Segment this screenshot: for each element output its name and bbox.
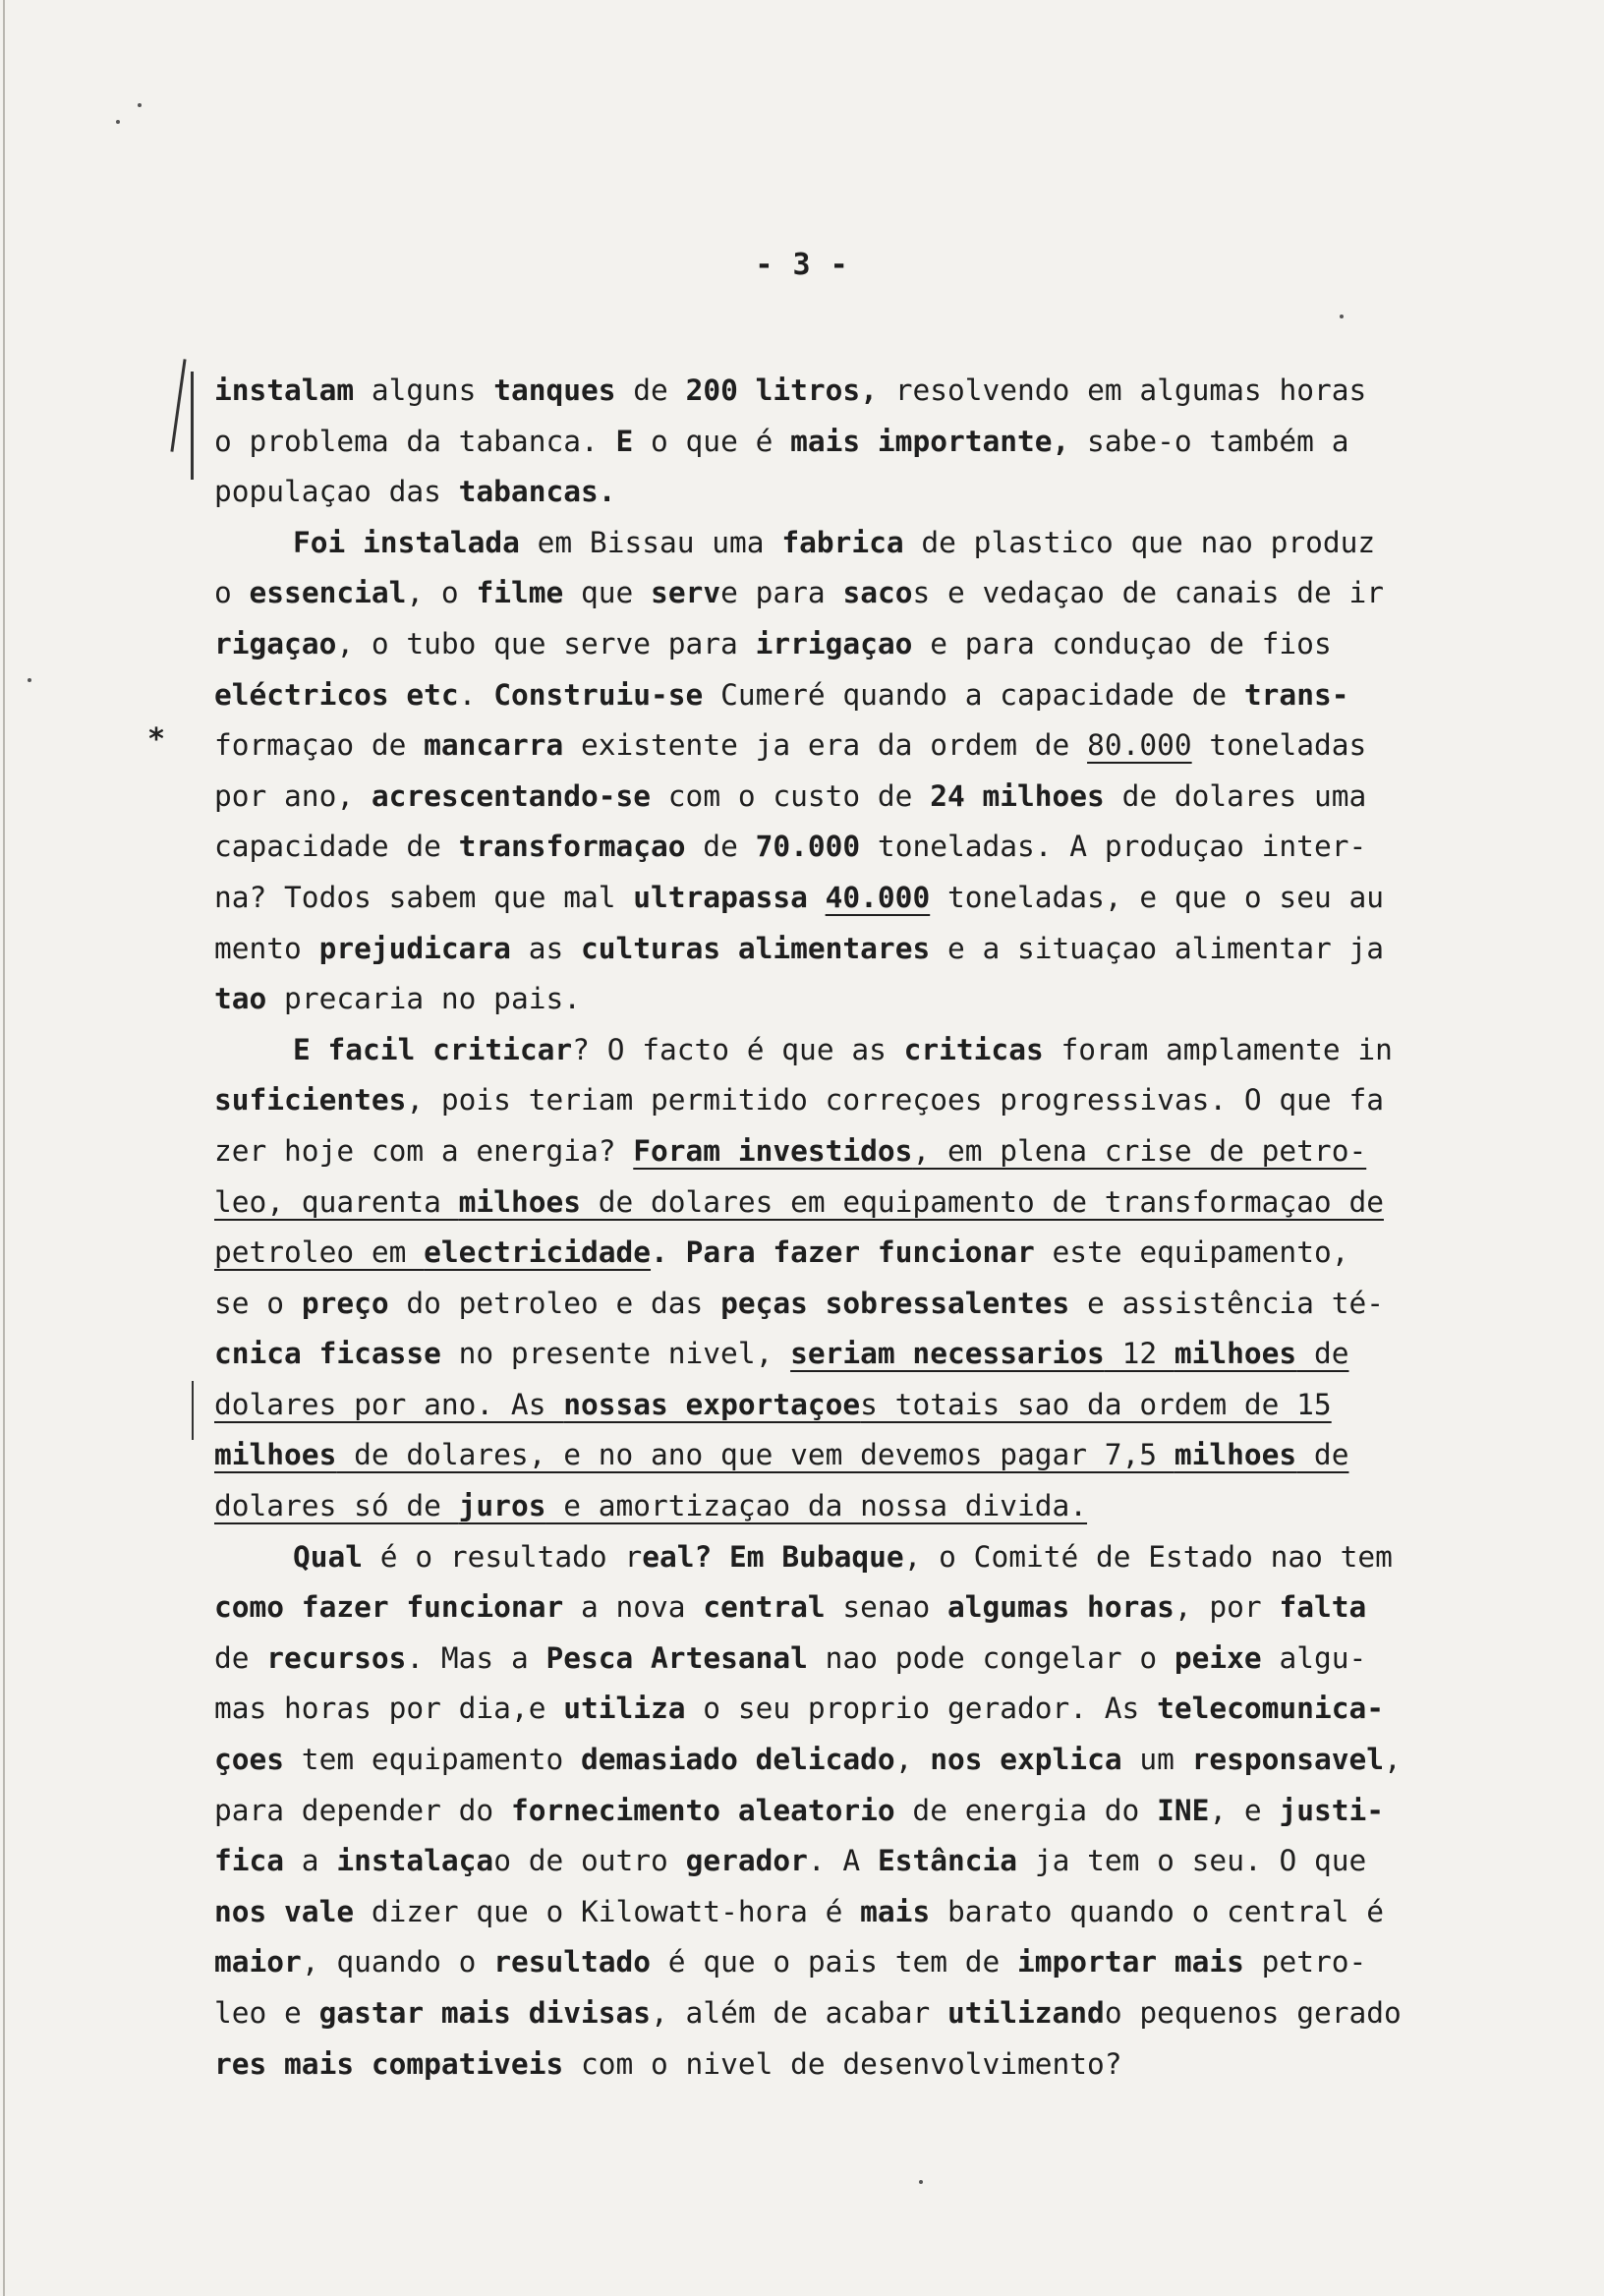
text-run: de: [615, 373, 686, 407]
text-run: um: [1121, 1743, 1192, 1777]
text-run: é o resultado r: [363, 1539, 643, 1574]
text-run: .: [651, 1235, 668, 1270]
text-line: [214, 1481, 1531, 1532]
text-line: [214, 1735, 1531, 1786]
text-run: toneladas: [1191, 728, 1367, 763]
text-run: de: [1296, 1337, 1349, 1371]
text-line: [214, 1836, 1531, 1887]
text-run: E: [615, 424, 634, 458]
text-run: no presente nivel,: [440, 1337, 791, 1371]
margin-bar-left: [170, 359, 186, 451]
body-text: [214, 366, 1531, 2090]
text-run: , além de acabar: [651, 1996, 947, 2030]
text-run: com o nivel de desenvolvimento?: [563, 2046, 1122, 2081]
text-run: irrigaçao: [755, 626, 913, 660]
text-run: acrescentando-se: [371, 778, 652, 813]
text-run: o problema da tabanca.: [214, 424, 616, 458]
text-line: [214, 619, 1531, 670]
text-run: demasiado delicado: [580, 1743, 895, 1777]
text-run: suficientes: [214, 1083, 407, 1118]
text-run: o de outro: [493, 1844, 686, 1878]
text-run: o: [214, 576, 250, 610]
text-run: de dolares uma: [1104, 778, 1367, 813]
scan-speck: [28, 678, 31, 682]
text-run: em Bissau uma: [519, 525, 782, 559]
text-run: do petroleo e das: [388, 1286, 721, 1320]
text-run: fabrica: [781, 525, 904, 559]
text-line: [214, 1582, 1531, 1634]
text-line: [214, 670, 1531, 721]
text-run: toneladas. A produçao inter-: [860, 830, 1367, 864]
text-line: [214, 1887, 1531, 1938]
text-run: dizer que o Kilowatt-hora é: [354, 1894, 861, 1928]
text-run: mento: [214, 931, 319, 965]
text-line: [214, 1177, 1531, 1229]
text-line: [214, 518, 1531, 569]
text-run: algu-: [1261, 1640, 1367, 1675]
margin-asterisk: *: [147, 722, 166, 757]
text-run: Para fazer funcionar: [685, 1235, 1035, 1270]
text-run: responsavel: [1191, 1743, 1385, 1777]
text-run: de dolares em equipamento de transformaçao de: [580, 1184, 1384, 1219]
text-run: . A: [807, 1844, 861, 1878]
text-run: preço: [301, 1286, 389, 1320]
text-run: este equipamento,: [1034, 1235, 1349, 1270]
text-run: milhoes: [1174, 1438, 1297, 1472]
text-line: [214, 1025, 1531, 1076]
text-line: [214, 1532, 1531, 1583]
text-run: barato quando o central é: [930, 1894, 1384, 1928]
text-line: [214, 467, 1531, 518]
text-run: , quando o: [301, 1945, 494, 1980]
text-run: peixe: [1174, 1640, 1262, 1675]
text-run: utilizand: [946, 1996, 1105, 2030]
text-run: dolares por ano. As: [214, 1387, 564, 1421]
text-run: alguns: [354, 373, 494, 407]
text-run: 12: [1104, 1337, 1174, 1371]
text-run: a nova: [563, 1590, 704, 1625]
text-run: e para conduçao de fios: [912, 626, 1332, 660]
text-run: resolvendo em algumas horas: [894, 373, 1367, 407]
text-run: e a situaçao alimentar ja: [930, 931, 1384, 965]
text-run: capacidade de: [214, 830, 459, 864]
text-run: utiliza: [563, 1692, 686, 1726]
text-run: o que é: [633, 424, 773, 458]
text-line: [214, 1329, 1531, 1380]
scan-speck: [138, 103, 142, 107]
text-run: E facil criticar: [293, 1032, 573, 1066]
text-run: , o: [406, 576, 477, 610]
text-run: justi-: [1279, 1793, 1385, 1827]
text-run: peças sobressalentes: [720, 1286, 1070, 1320]
text-run: , o Comité de Estado nao tem: [903, 1539, 1393, 1574]
text-run: Foi instalada: [293, 525, 520, 559]
text-run: para depender do: [214, 1793, 511, 1827]
text-run: [712, 1540, 729, 1574]
text-run: Foram investidos: [633, 1133, 913, 1168]
text-run: central: [703, 1590, 826, 1625]
text-line: [214, 1126, 1531, 1177]
text-run: falta: [1279, 1590, 1367, 1625]
text-line: [214, 1937, 1531, 1988]
text-run: o pequenos gerado: [1104, 1996, 1402, 2030]
text-run: Estância: [860, 1844, 1018, 1878]
text-run: mais importante,: [773, 424, 1070, 458]
text-run: ,: [1384, 1743, 1402, 1777]
margin-bar-lower: [192, 1381, 194, 1440]
text-line: [214, 366, 1531, 417]
text-run: prejudicara: [318, 931, 511, 965]
text-run: milhoes: [1174, 1337, 1297, 1371]
text-run: tanques: [493, 373, 616, 407]
text-run: criticas: [903, 1032, 1044, 1066]
text-run: trans-: [1243, 677, 1349, 712]
text-run: a: [284, 1844, 337, 1878]
text-line: [214, 2039, 1531, 2091]
text-run: Construiu-se: [493, 677, 704, 712]
text-run: de energia do: [894, 1793, 1158, 1827]
text-run: serv: [633, 576, 721, 610]
text-run: ,: [894, 1743, 931, 1777]
text-run: telecomunica-: [1157, 1692, 1384, 1726]
text-run: gerador: [685, 1844, 808, 1878]
text-line: [214, 1988, 1531, 2039]
text-run: toneladas, e que o seu au: [930, 880, 1384, 914]
text-run: senao: [825, 1590, 947, 1625]
text-line: [214, 924, 1531, 975]
text-run: milhoes: [214, 1438, 337, 1472]
text-run: tabancas.: [440, 475, 616, 509]
text-run: culturas alimentares: [581, 931, 931, 965]
text-run: algumas horas: [946, 1590, 1174, 1625]
text-run: de: [1296, 1438, 1349, 1472]
text-line: [214, 720, 1531, 772]
text-run: de plastico que nao produz: [903, 525, 1376, 559]
text-run: com o custo de: [651, 778, 931, 813]
text-run: nos vale: [214, 1894, 355, 1928]
text-line: [214, 417, 1531, 468]
text-run: sabe-o também a: [1069, 424, 1349, 458]
text-run: instalaça: [336, 1844, 494, 1878]
text-run: foram amplamente in: [1043, 1032, 1393, 1066]
text-line: [214, 1075, 1531, 1126]
text-run: tao: [214, 982, 267, 1016]
text-run: maior: [214, 1945, 302, 1980]
text-run: INE: [1157, 1793, 1210, 1827]
text-line: [214, 1684, 1531, 1735]
text-run: çoes: [214, 1743, 285, 1777]
text-run: zer hoje com a energia?: [214, 1133, 634, 1168]
text-run: Cumeré quando a capacidade de: [703, 677, 1244, 712]
text-run: mancarra: [424, 728, 564, 763]
text-run: nos explica: [930, 1743, 1122, 1777]
text-run: essencial: [249, 576, 407, 610]
text-run: importar mais: [1000, 1945, 1244, 1980]
page-number: - 3 -: [755, 248, 849, 282]
text-run: de dolares, e no ano que vem devemos pagar 7,5: [336, 1438, 1174, 1472]
text-run: 70.000: [755, 830, 861, 864]
text-run: como fazer funcionar: [214, 1590, 564, 1625]
text-line: [214, 1634, 1531, 1685]
text-run: transformaçao: [458, 830, 686, 864]
text-line: [214, 1430, 1531, 1481]
text-run: dolares só de: [214, 1489, 459, 1523]
text-run: resultado: [493, 1945, 652, 1980]
text-run: nao pode congelar o: [807, 1640, 1174, 1675]
margin-bar-right: [191, 372, 194, 480]
text-run: [738, 373, 756, 407]
text-run: mais: [860, 1894, 931, 1928]
text-run: 40.000: [825, 880, 931, 914]
text-run: leo, quarenta: [214, 1184, 459, 1219]
text-run: mas horas por dia,e: [214, 1692, 564, 1726]
text-line: [214, 1786, 1531, 1837]
text-run: de: [685, 830, 756, 864]
scan-speck: [919, 2180, 923, 2184]
text-run: por ano,: [214, 778, 372, 813]
text-line: [214, 822, 1531, 873]
text-run: saco: [825, 576, 913, 610]
text-line: [214, 1228, 1531, 1279]
scan-speck: [1340, 315, 1344, 318]
text-run: fica: [214, 1844, 285, 1878]
text-run: rigaçao: [214, 626, 337, 660]
text-run: Qual: [293, 1539, 364, 1574]
text-run: res mais compativeis: [214, 2046, 564, 2081]
text-run: [668, 1235, 686, 1269]
text-run: populaçao das: [214, 475, 441, 509]
text-run: fornecimento aleatorio: [510, 1793, 895, 1827]
text-run: , o tubo que serve para: [336, 626, 756, 660]
text-run: s e vedaçao de canais de ir: [912, 576, 1385, 610]
text-line: [214, 772, 1531, 823]
text-run: petroleo em: [214, 1235, 425, 1270]
text-run: recursos: [266, 1640, 407, 1675]
text-run: na? Todos sabem que mal: [214, 880, 634, 914]
scan-speck: [116, 120, 120, 124]
text-run: milhoes: [458, 1184, 581, 1219]
text-line: [214, 1279, 1531, 1330]
text-run: seriam necessarios: [790, 1337, 1105, 1371]
text-run: juros: [458, 1489, 546, 1523]
text-run: ultrapassa: [633, 880, 826, 914]
text-run: existente ja era da ordem de: [563, 728, 1088, 763]
text-run: ja tem o seu. O que: [1017, 1844, 1367, 1878]
text-run: , por: [1174, 1590, 1280, 1625]
text-run: , pois teriam permitido correçoes progressivas. O que fa: [406, 1083, 1384, 1118]
text-run: litros,: [755, 373, 895, 407]
text-run: e amortizaçao da nossa divida.: [545, 1489, 1088, 1523]
text-run: tem equipamento: [284, 1743, 581, 1777]
text-run: que: [563, 576, 634, 610]
text-run: e assistência té-: [1069, 1286, 1384, 1320]
text-run: é que o pais tem de: [651, 1945, 1001, 1980]
text-run: 200: [685, 373, 738, 407]
text-line: [214, 873, 1531, 924]
text-run: eal?: [642, 1539, 713, 1574]
text-run: formaçao de: [214, 728, 425, 763]
text-run: petro-: [1243, 1945, 1367, 1980]
text-run: filme: [476, 576, 564, 610]
text-run: cnica ficasse: [214, 1337, 441, 1371]
text-run: as: [510, 931, 581, 965]
text-run: leo e: [214, 1996, 319, 2030]
text-run: o seu proprio gerador. As: [685, 1692, 1158, 1726]
text-line: [214, 568, 1531, 619]
text-run: 24 milhoes: [930, 778, 1105, 813]
text-run: gastar mais divisas: [318, 1996, 652, 2030]
text-run: s totais sao da ordem de 15: [860, 1387, 1332, 1421]
text-run: 80.000: [1087, 728, 1192, 763]
text-run: e para: [720, 576, 826, 610]
text-run: se o: [214, 1286, 302, 1320]
text-run: , em plena crise de petro-: [912, 1133, 1367, 1168]
page-edge-shadow: [3, 0, 5, 2296]
text-run: de: [214, 1640, 267, 1675]
text-run: electricidade: [424, 1235, 652, 1270]
text-line: [214, 974, 1531, 1025]
text-run: precaria no pais.: [266, 982, 581, 1016]
text-line: [214, 1380, 1531, 1431]
text-run: Em Bubaque: [729, 1539, 904, 1574]
text-run: ? O facto é que as: [572, 1032, 904, 1066]
text-run: instalam: [214, 373, 355, 407]
text-run: . Mas a: [406, 1640, 546, 1675]
text-run: Pesca Artesanal: [545, 1640, 808, 1675]
text-run: eléctricos etc: [214, 677, 459, 712]
text-run: nossas exportaçoe: [563, 1387, 861, 1421]
text-run: .: [458, 677, 494, 712]
text-run: , e: [1209, 1793, 1280, 1827]
